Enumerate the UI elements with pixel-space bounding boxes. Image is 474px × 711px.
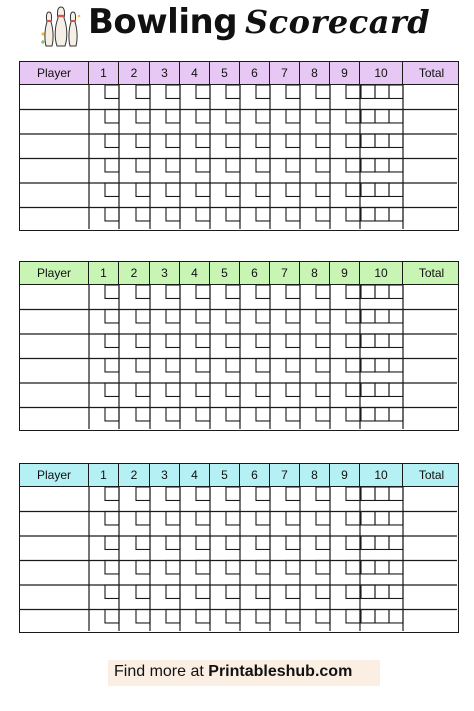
bowling-pins-icon <box>40 4 82 48</box>
frame-ball-box[interactable] <box>226 285 240 298</box>
frame-ball-box[interactable] <box>166 110 180 123</box>
frame10-ball-box[interactable] <box>361 359 375 372</box>
frame-ball-box[interactable] <box>196 310 210 323</box>
frame-ball-box[interactable] <box>105 487 119 500</box>
column-header-frame: 7 <box>270 464 300 486</box>
footer <box>108 660 380 686</box>
column-header-frame: 9 <box>330 262 360 284</box>
column-header-frame: 5 <box>210 62 240 84</box>
frame-ball-box[interactable] <box>286 310 300 323</box>
frame10-ball-box[interactable] <box>389 159 403 172</box>
column-header-frame: 2 <box>119 62 150 84</box>
frame-ball-box[interactable] <box>286 512 300 525</box>
frame10-ball-box[interactable] <box>375 383 389 396</box>
frame10-ball-box[interactable] <box>389 512 403 525</box>
frame-ball-box[interactable] <box>256 334 270 347</box>
column-header-frame: 8 <box>300 62 330 84</box>
frame10-ball-box[interactable] <box>375 585 389 598</box>
frame-ball-box[interactable] <box>226 183 240 196</box>
frame-ball-box[interactable] <box>136 208 150 221</box>
column-header-frame: 9 <box>330 464 360 486</box>
frame10-ball-box[interactable] <box>389 383 403 396</box>
column-header-frame: 7 <box>270 262 300 284</box>
frame10-ball-box[interactable] <box>361 85 375 98</box>
frame-ball-box[interactable] <box>136 408 150 421</box>
frame-ball-box[interactable] <box>256 285 270 298</box>
frame10-ball-box[interactable] <box>361 285 375 298</box>
frame10-ball-box[interactable] <box>375 310 389 323</box>
frame-ball-box[interactable] <box>316 183 330 196</box>
frame-ball-box[interactable] <box>105 134 119 147</box>
frame-ball-box[interactable] <box>196 85 210 98</box>
frame-ball-box[interactable] <box>256 134 270 147</box>
column-header-frame: 2 <box>119 262 150 284</box>
frame-ball-box[interactable] <box>256 359 270 372</box>
frame10-ball-box[interactable] <box>375 610 389 623</box>
title-bowling: Bowling <box>88 2 238 42</box>
frame-ball-box[interactable] <box>316 487 330 500</box>
frame-ball-box[interactable] <box>226 359 240 372</box>
frame-ball-box[interactable] <box>346 110 360 123</box>
column-header-frame: 10 <box>360 62 403 84</box>
frame-ball-box[interactable] <box>196 536 210 549</box>
score-grid <box>20 464 457 631</box>
sheet-header-row <box>20 464 458 487</box>
frame-ball-box[interactable] <box>346 310 360 323</box>
frame-ball-box[interactable] <box>316 408 330 421</box>
frame10-ball-box[interactable] <box>361 536 375 549</box>
frame10-ball-box[interactable] <box>375 183 389 196</box>
frame10-ball-box[interactable] <box>375 536 389 549</box>
frame-ball-box[interactable] <box>166 512 180 525</box>
frame-ball-box[interactable] <box>226 134 240 147</box>
frame-ball-box[interactable] <box>316 585 330 598</box>
column-header-frame: 2 <box>119 464 150 486</box>
frame-ball-box[interactable] <box>196 208 210 221</box>
frame10-ball-box[interactable] <box>389 208 403 221</box>
frame-ball-box[interactable] <box>136 159 150 172</box>
frame-ball-box[interactable] <box>286 208 300 221</box>
frame-ball-box[interactable] <box>256 536 270 549</box>
column-header-frame: 10 <box>360 464 403 486</box>
frame10-ball-box[interactable] <box>389 585 403 598</box>
frame-ball-box[interactable] <box>136 610 150 623</box>
column-header-frame: 1 <box>89 262 119 284</box>
frame-ball-box[interactable] <box>105 334 119 347</box>
frame-ball-box[interactable] <box>166 285 180 298</box>
frame-ball-box[interactable] <box>256 512 270 525</box>
frame10-ball-box[interactable] <box>361 512 375 525</box>
footer-site-link[interactable]: Printableshub.com <box>208 663 353 680</box>
column-header-total: Total <box>418 66 445 80</box>
frame-ball-box[interactable] <box>256 159 270 172</box>
frame10-ball-box[interactable] <box>389 334 403 347</box>
frame-ball-box[interactable] <box>136 359 150 372</box>
score-sheet <box>19 463 459 633</box>
frame10-ball-box[interactable] <box>361 110 375 123</box>
frame10-ball-box[interactable] <box>361 585 375 598</box>
frame-ball-box[interactable] <box>136 285 150 298</box>
frame-ball-box[interactable] <box>136 487 150 500</box>
title-scorecard: Scorecard <box>245 3 431 41</box>
frame10-ball-box[interactable] <box>361 334 375 347</box>
frame10-ball-box[interactable] <box>389 561 403 574</box>
frame-ball-box[interactable] <box>136 183 150 196</box>
frame10-ball-box[interactable] <box>361 134 375 147</box>
frame10-ball-box[interactable] <box>389 536 403 549</box>
frame-ball-box[interactable] <box>226 383 240 396</box>
column-header-player: Player <box>20 464 89 486</box>
frame-ball-box[interactable] <box>166 536 180 549</box>
frame-ball-box[interactable] <box>105 310 119 323</box>
column-header-player: Player <box>20 262 89 284</box>
frame10-ball-box[interactable] <box>389 134 403 147</box>
frame-ball-box[interactable] <box>286 359 300 372</box>
frame-ball-box[interactable] <box>256 85 270 98</box>
frame-ball-box[interactable] <box>196 359 210 372</box>
frame-ball-box[interactable] <box>346 208 360 221</box>
column-header-frame: 10 <box>360 262 403 284</box>
frame-ball-box[interactable] <box>105 285 119 298</box>
column-header-frame: 4 <box>180 464 210 486</box>
frame-ball-box[interactable] <box>286 285 300 298</box>
frame-ball-box[interactable] <box>226 334 240 347</box>
column-header-player: Player <box>20 62 89 84</box>
frame-ball-box[interactable] <box>256 610 270 623</box>
frame10-ball-box[interactable] <box>389 183 403 196</box>
frame-ball-box[interactable] <box>196 585 210 598</box>
frame-ball-box[interactable] <box>196 183 210 196</box>
frame-ball-box[interactable] <box>316 512 330 525</box>
frame-ball-box[interactable] <box>316 359 330 372</box>
frame-ball-box[interactable] <box>166 85 180 98</box>
frame-ball-box[interactable] <box>286 159 300 172</box>
page-title <box>88 2 430 50</box>
sheet-header-row <box>20 62 458 85</box>
frame10-ball-box[interactable] <box>375 487 389 500</box>
frame-ball-box[interactable] <box>286 110 300 123</box>
frame10-ball-box[interactable] <box>361 610 375 623</box>
frame-ball-box[interactable] <box>166 585 180 598</box>
frame-ball-box[interactable] <box>226 85 240 98</box>
frame-ball-box[interactable] <box>226 310 240 323</box>
frame-ball-box[interactable] <box>166 359 180 372</box>
column-header-frame: 9 <box>330 62 360 84</box>
frame10-ball-box[interactable] <box>361 310 375 323</box>
frame-ball-box[interactable] <box>196 610 210 623</box>
frame-ball-box[interactable] <box>105 208 119 221</box>
frame-ball-box[interactable] <box>166 610 180 623</box>
frame-ball-box[interactable] <box>256 585 270 598</box>
column-header-frame: 6 <box>240 464 270 486</box>
column-header-frame: 5 <box>210 464 240 486</box>
frame-ball-box[interactable] <box>105 610 119 623</box>
frame-ball-box[interactable] <box>196 512 210 525</box>
frame-ball-box[interactable] <box>136 561 150 574</box>
frame-ball-box[interactable] <box>256 561 270 574</box>
frame-ball-box[interactable] <box>346 408 360 421</box>
frame10-ball-box[interactable] <box>389 285 403 298</box>
column-header-frame: 6 <box>240 262 270 284</box>
frame-ball-box[interactable] <box>105 536 119 549</box>
frame10-ball-box[interactable] <box>361 159 375 172</box>
frame-ball-box[interactable] <box>105 85 119 98</box>
frame-ball-box[interactable] <box>226 408 240 421</box>
frame-ball-box[interactable] <box>316 285 330 298</box>
frame-ball-box[interactable] <box>286 134 300 147</box>
frame-ball-box[interactable] <box>346 183 360 196</box>
frame-ball-box[interactable] <box>256 110 270 123</box>
frame10-ball-box[interactable] <box>361 561 375 574</box>
frame-ball-box[interactable] <box>136 334 150 347</box>
frame-ball-box[interactable] <box>256 487 270 500</box>
frame-ball-box[interactable] <box>166 310 180 323</box>
frame-ball-box[interactable] <box>166 159 180 172</box>
column-header-frame: 3 <box>150 262 180 284</box>
frame-ball-box[interactable] <box>105 585 119 598</box>
frame10-ball-box[interactable] <box>389 487 403 500</box>
frame-ball-box[interactable] <box>196 285 210 298</box>
frame-ball-box[interactable] <box>226 159 240 172</box>
frame10-ball-box[interactable] <box>389 610 403 623</box>
frame10-ball-box[interactable] <box>375 208 389 221</box>
frame-ball-box[interactable] <box>316 159 330 172</box>
frame-ball-box[interactable] <box>316 85 330 98</box>
frame10-ball-box[interactable] <box>375 334 389 347</box>
frame-ball-box[interactable] <box>196 487 210 500</box>
frame-ball-box[interactable] <box>256 408 270 421</box>
frame-ball-box[interactable] <box>105 183 119 196</box>
column-header-frame: 3 <box>150 464 180 486</box>
frame10-ball-box[interactable] <box>361 383 375 396</box>
score-grid <box>20 62 457 229</box>
frame-ball-box[interactable] <box>346 610 360 623</box>
frame-ball-box[interactable] <box>226 536 240 549</box>
frame-ball-box[interactable] <box>316 561 330 574</box>
frame-ball-box[interactable] <box>136 110 150 123</box>
frame-ball-box[interactable] <box>286 610 300 623</box>
frame-ball-box[interactable] <box>105 561 119 574</box>
frame-ball-box[interactable] <box>256 208 270 221</box>
frame10-ball-box[interactable] <box>361 183 375 196</box>
frame10-ball-box[interactable] <box>389 110 403 123</box>
frame-ball-box[interactable] <box>105 359 119 372</box>
frame-ball-box[interactable] <box>136 134 150 147</box>
frame-ball-box[interactable] <box>226 110 240 123</box>
column-header-frame: 5 <box>210 262 240 284</box>
frame-ball-box[interactable] <box>226 585 240 598</box>
frame-ball-box[interactable] <box>166 408 180 421</box>
frame-ball-box[interactable] <box>136 536 150 549</box>
frame-ball-box[interactable] <box>196 334 210 347</box>
frame10-ball-box[interactable] <box>361 208 375 221</box>
frame10-ball-box[interactable] <box>389 310 403 323</box>
header <box>0 0 474 52</box>
frame-ball-box[interactable] <box>346 334 360 347</box>
column-header-frame: 1 <box>89 62 119 84</box>
frame-ball-box[interactable] <box>105 408 119 421</box>
frame-ball-box[interactable] <box>196 383 210 396</box>
frame-ball-box[interactable] <box>346 383 360 396</box>
frame-ball-box[interactable] <box>346 585 360 598</box>
frame-ball-box[interactable] <box>286 85 300 98</box>
frame-ball-box[interactable] <box>105 512 119 525</box>
frame-ball-box[interactable] <box>286 585 300 598</box>
frame-ball-box[interactable] <box>166 183 180 196</box>
column-header-total: Total <box>418 266 445 280</box>
frame-ball-box[interactable] <box>105 383 119 396</box>
frame-ball-box[interactable] <box>316 383 330 396</box>
frame10-ball-box[interactable] <box>375 110 389 123</box>
column-header-frame: 6 <box>240 62 270 84</box>
frame-ball-box[interactable] <box>316 310 330 323</box>
frame-ball-box[interactable] <box>286 183 300 196</box>
frame-ball-box[interactable] <box>166 334 180 347</box>
score-sheet <box>19 61 459 231</box>
score-sheet <box>19 261 459 431</box>
column-header-frame: 8 <box>300 464 330 486</box>
frame-ball-box[interactable] <box>105 159 119 172</box>
footer-prefix: Find more at <box>114 663 209 680</box>
frame-ball-box[interactable] <box>346 159 360 172</box>
frame10-ball-box[interactable] <box>361 408 375 421</box>
frame-ball-box[interactable] <box>286 487 300 500</box>
frame-ball-box[interactable] <box>286 334 300 347</box>
sheet-header-row <box>20 262 458 285</box>
frame-ball-box[interactable] <box>166 561 180 574</box>
frame-ball-box[interactable] <box>346 536 360 549</box>
column-header-frame: 4 <box>180 62 210 84</box>
frame-ball-box[interactable] <box>136 310 150 323</box>
frame10-ball-box[interactable] <box>375 359 389 372</box>
frame10-ball-box[interactable] <box>389 359 403 372</box>
frame-ball-box[interactable] <box>226 487 240 500</box>
column-header-frame: 8 <box>300 262 330 284</box>
frame-ball-box[interactable] <box>346 85 360 98</box>
frame10-ball-box[interactable] <box>375 85 389 98</box>
frame-ball-box[interactable] <box>226 561 240 574</box>
frame10-ball-box[interactable] <box>375 285 389 298</box>
frame-ball-box[interactable] <box>196 561 210 574</box>
frame-ball-box[interactable] <box>316 134 330 147</box>
column-header-total: Total <box>418 468 445 482</box>
frame-ball-box[interactable] <box>316 610 330 623</box>
frame-ball-box[interactable] <box>136 585 150 598</box>
frame-ball-box[interactable] <box>286 408 300 421</box>
frame-ball-box[interactable] <box>226 610 240 623</box>
frame10-ball-box[interactable] <box>375 408 389 421</box>
frame-ball-box[interactable] <box>136 85 150 98</box>
score-grid <box>20 262 457 429</box>
frame-ball-box[interactable] <box>256 310 270 323</box>
frame-ball-box[interactable] <box>286 536 300 549</box>
frame-ball-box[interactable] <box>316 334 330 347</box>
frame-ball-box[interactable] <box>105 110 119 123</box>
frame10-ball-box[interactable] <box>375 561 389 574</box>
frame-ball-box[interactable] <box>256 383 270 396</box>
column-header-frame: 3 <box>150 62 180 84</box>
column-header-frame: 1 <box>89 464 119 486</box>
frame10-ball-box[interactable] <box>361 487 375 500</box>
frame-ball-box[interactable] <box>166 383 180 396</box>
frame-ball-box[interactable] <box>286 383 300 396</box>
frame-ball-box[interactable] <box>196 134 210 147</box>
frame-ball-box[interactable] <box>196 110 210 123</box>
frame-ball-box[interactable] <box>226 208 240 221</box>
frame-ball-box[interactable] <box>136 512 150 525</box>
frame10-ball-box[interactable] <box>389 85 403 98</box>
frame-ball-box[interactable] <box>346 134 360 147</box>
frame-ball-box[interactable] <box>346 561 360 574</box>
column-header-frame: 4 <box>180 262 210 284</box>
frame-ball-box[interactable] <box>226 512 240 525</box>
frame10-ball-box[interactable] <box>375 134 389 147</box>
frame-ball-box[interactable] <box>346 285 360 298</box>
frame-ball-box[interactable] <box>346 487 360 500</box>
frame-ball-box[interactable] <box>196 159 210 172</box>
frame-ball-box[interactable] <box>196 408 210 421</box>
frame-ball-box[interactable] <box>136 383 150 396</box>
frame-ball-box[interactable] <box>316 208 330 221</box>
frame-ball-box[interactable] <box>166 208 180 221</box>
frame-ball-box[interactable] <box>166 487 180 500</box>
frame-ball-box[interactable] <box>346 359 360 372</box>
frame10-ball-box[interactable] <box>375 512 389 525</box>
frame10-ball-box[interactable] <box>389 408 403 421</box>
frame-ball-box[interactable] <box>256 183 270 196</box>
frame-ball-box[interactable] <box>346 512 360 525</box>
frame-ball-box[interactable] <box>166 134 180 147</box>
frame10-ball-box[interactable] <box>375 159 389 172</box>
frame-ball-box[interactable] <box>286 561 300 574</box>
frame-ball-box[interactable] <box>316 110 330 123</box>
frame-ball-box[interactable] <box>316 536 330 549</box>
column-header-frame: 7 <box>270 62 300 84</box>
